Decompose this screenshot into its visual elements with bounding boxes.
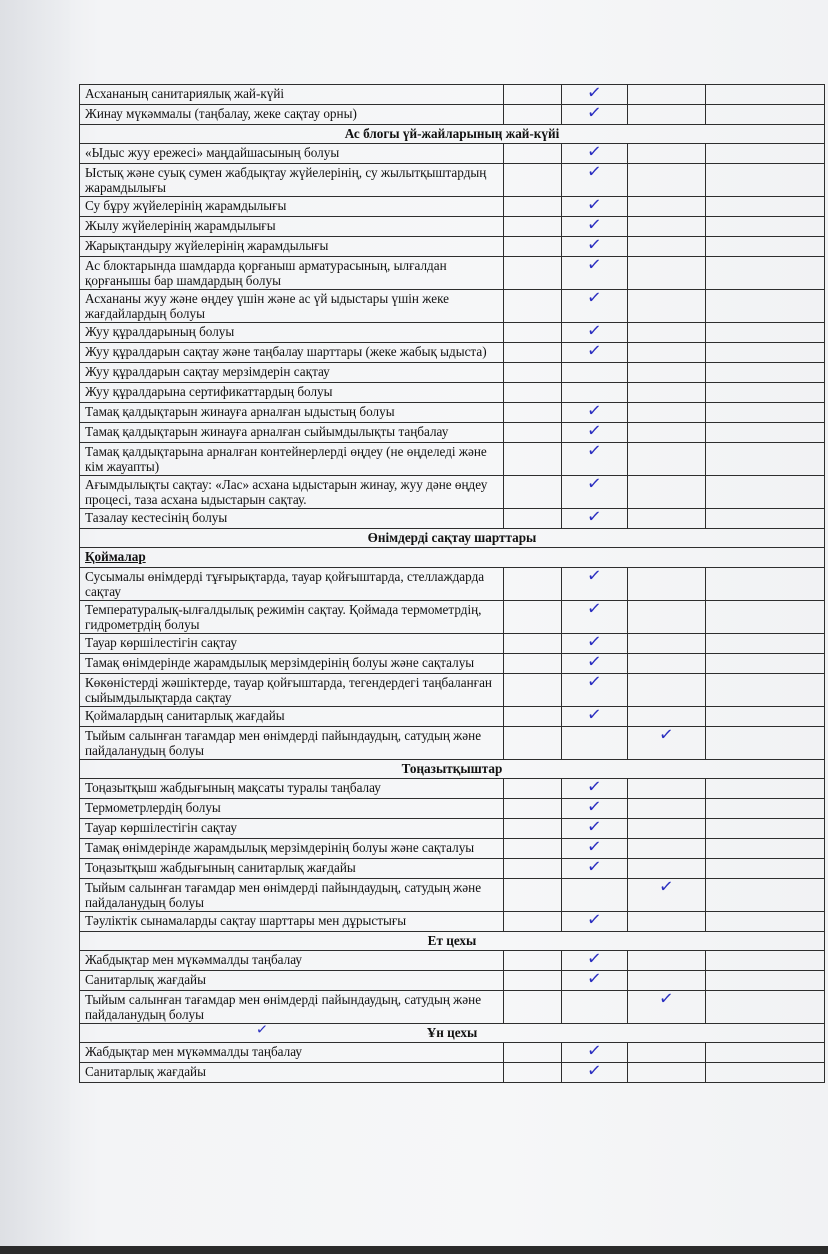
checklist-row: [80, 343, 825, 363]
mark-cell-4: [706, 839, 825, 859]
mark-cell-1: [504, 634, 562, 654]
mark-cell-2: [562, 383, 628, 403]
mark-cell-3: [628, 634, 706, 654]
mark-cell-2: [562, 651, 628, 674]
mark-cell-1: [504, 105, 562, 125]
section-header-row: [80, 529, 825, 548]
criterion-text: Ағымдылықты сақтау: «Лас» асхана ыдыстарын жинау, жуу дəне өңдеу процесі, таза асхана ыдыстарын сақтау.: [80, 476, 504, 509]
checklist-row: [80, 654, 825, 674]
checklist-row: [80, 799, 825, 819]
mark-cell-4: [706, 859, 825, 879]
mark-cell-1: [504, 971, 562, 991]
checklist-row: [80, 363, 825, 383]
mark-cell-1: [504, 991, 562, 1024]
mark-cell-3: [628, 839, 706, 859]
section-title: [80, 1021, 825, 1043]
checkmark-icon: ✓: [586, 440, 603, 462]
criterion-text: Температуралық-ылғалдылық режимін сақтау. Қоймада термометрдің, гидрометрдің болуы: [80, 601, 504, 634]
mark-cell-1: [504, 423, 562, 443]
section-title: [80, 125, 825, 144]
section-title-text: Ет цехы: [427, 933, 477, 948]
criterion-text: Тәуліктік сынамаларды сақтау шарттары мен дұрыстығы: [80, 912, 504, 932]
mark-cell-2: [562, 420, 628, 443]
mark-cell-2: [562, 598, 628, 634]
section-header-row: [80, 1024, 825, 1043]
checkmark-icon: ✓: [586, 598, 603, 620]
criterion-text: Ас блоктарында шамдарда қорғаныш арматурасының, ылғалдан қорғанышы бар шамдардың болуы: [80, 257, 504, 290]
mark-cell-3: [628, 363, 706, 383]
checkmark-icon: ✓: [586, 340, 603, 362]
criterion-text: Тыйым салынған тағамдар мен өнімдерді пайындаудың, сатудың және пайдаланудың болуы: [80, 991, 504, 1024]
mark-cell-1: [504, 237, 562, 257]
mark-cell-4: [706, 443, 825, 476]
checkmark-icon: ✓: [586, 796, 603, 818]
checklist-row: [80, 568, 825, 601]
checkmark-icon: ✓: [586, 836, 603, 858]
mark-cell-1: [504, 217, 562, 237]
criterion-text: Тоңазытқыш жабдығының санитарлық жағдайы: [80, 859, 504, 879]
mark-cell-4: [706, 971, 825, 991]
mark-cell-2: [562, 400, 628, 423]
mark-cell-1: [504, 654, 562, 674]
criterion-text: Жинау мүкәммалы (таңбалау, жеке сақтау орны): [80, 105, 504, 125]
criterion-text: Тамақ қалдықтарына арналған контейнерлерді өңдеу (не өңделеді және кім жауапты): [80, 443, 504, 476]
mark-cell-2: [562, 363, 628, 383]
mark-cell-2: [562, 234, 628, 257]
checklist-row: [80, 879, 825, 912]
section-title-text: Ұн цехы: [426, 1025, 478, 1040]
subsection-title: [80, 548, 825, 568]
mark-cell-3: [628, 988, 706, 1024]
scan-bottom-edge: [0, 1246, 828, 1254]
checkmark-icon: ✓: [586, 254, 603, 276]
mark-cell-2: [562, 948, 628, 971]
checklist-row: [80, 423, 825, 443]
mark-cell-2: [562, 473, 628, 509]
mark-cell-4: [706, 363, 825, 383]
mark-cell-2: [562, 671, 628, 707]
criterion-text: Тауар көршілестігін сақтау: [80, 819, 504, 839]
mark-cell-3: [628, 144, 706, 164]
mark-cell-2: [562, 796, 628, 819]
criterion-text: Тамақ қалдықтарын жинауға арналған сыйымдылықты таңбалау: [80, 423, 504, 443]
criterion-text: Санитарлық жағдайы: [80, 1063, 504, 1083]
mark-cell-1: [504, 197, 562, 217]
checkmark-icon: ✓: [586, 506, 603, 528]
mark-cell-3: [628, 819, 706, 839]
mark-cell-4: [706, 343, 825, 363]
mark-cell-1: [504, 859, 562, 879]
checklist-row: [80, 476, 825, 509]
criterion-text: Жуу құралдарын сақтау және таңбалау шарттары (жеке жабық ыдыста): [80, 343, 504, 363]
mark-cell-3: [628, 707, 706, 727]
checklist-row: [80, 727, 825, 760]
mark-cell-1: [504, 363, 562, 383]
mark-cell-1: [504, 1043, 562, 1063]
mark-cell-4: [706, 383, 825, 403]
mark-cell-4: [706, 476, 825, 509]
checklist-row: [80, 383, 825, 403]
mark-cell-4: [706, 568, 825, 601]
section-title: [80, 760, 825, 779]
mark-cell-2: [562, 879, 628, 912]
mark-cell-4: [706, 654, 825, 674]
section-title: [80, 529, 825, 548]
mark-cell-2: [562, 565, 628, 601]
mark-cell-1: [504, 383, 562, 403]
mark-cell-3: [628, 1043, 706, 1063]
mark-cell-2: [562, 991, 628, 1024]
mark-cell-1: [504, 509, 562, 529]
mark-cell-3: [628, 876, 706, 912]
criterion-text: Су бұру жүйелерінің жарамдылығы: [80, 197, 504, 217]
mark-cell-2: [562, 727, 628, 760]
checkmark-icon: ✓: [586, 82, 603, 104]
mark-cell-1: [504, 674, 562, 707]
mark-cell-1: [504, 164, 562, 197]
mark-cell-4: [706, 290, 825, 323]
mark-cell-3: [628, 971, 706, 991]
mark-cell-2: [562, 320, 628, 343]
mark-cell-4: [706, 601, 825, 634]
checkmark-icon: ✓: [586, 651, 603, 673]
checklist-row: [80, 839, 825, 859]
criterion-text: Көкөністерді жәшіктерде, тауар қойғыштарда, тегендердегі таңбаланған сыйымдылықтарда сақтау: [80, 674, 504, 707]
criterion-text: Жарықтандыру жүйелерінің жарамдылығы: [80, 237, 504, 257]
mark-cell-2: [562, 82, 628, 105]
section-title-text: Ас блогы үй-жайларының жай-күйі: [344, 126, 560, 141]
mark-cell-1: [504, 707, 562, 727]
checkmark-icon: ✓: [586, 214, 603, 236]
mark-cell-2: [562, 340, 628, 363]
criterion-text: Жуу құралдарын сақтау мерзімдерін сақтау: [80, 363, 504, 383]
checklist-row: [80, 634, 825, 654]
checklist-row: [80, 819, 825, 839]
checkmark-icon: ✓: [586, 420, 603, 442]
mark-cell-3: [628, 799, 706, 819]
mark-cell-3: [628, 1063, 706, 1083]
criterion-text: Тамақ өнімдерінде жарамдылық мерзімдерінің болуы және сақталуы: [80, 654, 504, 674]
mark-cell-3: [628, 85, 706, 105]
mark-cell-1: [504, 568, 562, 601]
criterion-text: Жуу құралдарына сертификаттардың болуы: [80, 383, 504, 403]
mark-cell-2: [562, 214, 628, 237]
mark-cell-2: [562, 1060, 628, 1083]
checklist-row: [80, 971, 825, 991]
mark-cell-2: [562, 102, 628, 125]
mark-cell-1: [504, 403, 562, 423]
checkmark-icon: ✓: [586, 400, 603, 422]
checklist-row: [80, 443, 825, 476]
criterion-text: Тыйым салынған тағамдар мен өнімдерді пайындаудың, сатудың және пайдаланудың болуы: [80, 727, 504, 760]
mark-cell-2: [562, 856, 628, 879]
mark-cell-1: [504, 323, 562, 343]
criterion-text: Термометрлердің болуы: [80, 799, 504, 819]
mark-cell-4: [706, 164, 825, 197]
mark-cell-2: [562, 836, 628, 859]
criterion-text: Тоңазытқыш жабдығының мақсаты туралы таңбалау: [80, 779, 504, 799]
checklist-row: [80, 237, 825, 257]
checklist-row: [80, 323, 825, 343]
mark-cell-4: [706, 217, 825, 237]
checkmark-icon: ✓: [586, 565, 603, 587]
mark-cell-4: [706, 779, 825, 799]
criterion-text: Жабдықтар мен мүкәммалды таңбалау: [80, 951, 504, 971]
checklist-row: [80, 707, 825, 727]
mark-cell-3: [628, 779, 706, 799]
mark-cell-4: [706, 423, 825, 443]
checkmark-icon: ✓: [586, 704, 603, 726]
mark-cell-3: [628, 724, 706, 760]
mark-cell-1: [504, 727, 562, 760]
mark-cell-1: [504, 819, 562, 839]
mark-cell-1: [504, 601, 562, 634]
mark-cell-4: [706, 951, 825, 971]
criterion-text: Тазалау кестесінің болуы: [80, 509, 504, 529]
checklist-row: [80, 105, 825, 125]
mark-cell-2: [562, 816, 628, 839]
mark-cell-4: [706, 912, 825, 932]
criterion-text: Ыстық және суық сумен жабдықтау жүйелерінің, су жылытқыштардың жарамдылығы: [80, 164, 504, 197]
mark-cell-1: [504, 799, 562, 819]
mark-cell-3: [628, 290, 706, 323]
mark-cell-1: [504, 1063, 562, 1083]
mark-cell-4: [706, 674, 825, 707]
mark-cell-2: [562, 968, 628, 991]
mark-cell-3: [628, 383, 706, 403]
checkmark-icon: ✓: [586, 102, 603, 124]
mark-cell-3: [628, 951, 706, 971]
mark-cell-4: [706, 257, 825, 290]
mark-cell-3: [628, 237, 706, 257]
mark-cell-3: [628, 257, 706, 290]
mark-cell-2: [562, 254, 628, 290]
mark-cell-2: [562, 194, 628, 217]
mark-cell-3: [628, 197, 706, 217]
checkmark-icon: ✓: [586, 856, 603, 878]
checklist-row: [80, 951, 825, 971]
mark-cell-1: [504, 476, 562, 509]
mark-cell-3: [628, 601, 706, 634]
checkmark-icon: ✓: [586, 194, 603, 216]
checklist-row: [80, 164, 825, 197]
mark-cell-4: [706, 819, 825, 839]
checkmark-icon: ✓: [586, 968, 603, 990]
criterion-text: Жылу жүйелерінің жарамдылығы: [80, 217, 504, 237]
checklist-row: [80, 779, 825, 799]
mark-cell-2: [562, 631, 628, 654]
mark-cell-4: [706, 85, 825, 105]
criterion-text: Асхананың санитариялық жай-күйі: [80, 85, 504, 105]
checklist-row: [80, 1043, 825, 1063]
checklist-row: [80, 912, 825, 932]
checklist-row: [80, 144, 825, 164]
mark-cell-2: [562, 909, 628, 932]
checklist-row: [80, 859, 825, 879]
checklist-body: [80, 82, 825, 1083]
mark-cell-1: [504, 779, 562, 799]
criterion-text: «Ыдыс жуу ережесі» маңдайшасының болуы: [80, 144, 504, 164]
criterion-text: Тауар көршілестігін сақтау: [80, 634, 504, 654]
checkmark-icon: ✓: [586, 671, 603, 693]
mark-cell-3: [628, 674, 706, 707]
criterion-text: Санитарлық жағдайы: [80, 971, 504, 991]
mark-cell-4: [706, 991, 825, 1024]
mark-cell-3: [628, 343, 706, 363]
mark-cell-3: [628, 509, 706, 529]
section-title-text: Қоймалар: [85, 549, 146, 564]
mark-cell-4: [706, 197, 825, 217]
section-title-text: Өнімдерді сақтау шарттары: [367, 530, 537, 545]
mark-cell-3: [628, 217, 706, 237]
checklist-row: [80, 674, 825, 707]
checkmark-icon: ✓: [658, 988, 675, 1010]
mark-cell-1: [504, 85, 562, 105]
checkmark-icon: ✓: [586, 161, 603, 183]
mark-cell-2: [562, 704, 628, 727]
checkmark-icon: ✓: [586, 631, 603, 653]
mark-cell-1: [504, 257, 562, 290]
mark-cell-1: [504, 443, 562, 476]
checklist-row: [80, 509, 825, 529]
criterion-text: Жабдықтар мен мүкәммалды таңбалау: [80, 1043, 504, 1063]
criterion-text: Сусымалы өнімдерді тұғырықтарда, тауар қойғыштарда, стеллаждарда сақтау: [80, 568, 504, 601]
mark-cell-4: [706, 1063, 825, 1083]
mark-cell-4: [706, 323, 825, 343]
checklist-row: [80, 257, 825, 290]
checkmark-icon: ✓: [586, 816, 603, 838]
mark-cell-4: [706, 727, 825, 760]
mark-cell-3: [628, 859, 706, 879]
criterion-text: Тамақ өнімдерінде жарамдылық мерзімдерінің болуы және сақталуы: [80, 839, 504, 859]
mark-cell-4: [706, 237, 825, 257]
mark-cell-4: [706, 509, 825, 529]
checkmark-icon: ✓: [658, 876, 675, 898]
mark-cell-3: [628, 654, 706, 674]
mark-cell-1: [504, 290, 562, 323]
mark-cell-4: [706, 707, 825, 727]
checklist-row: [80, 1063, 825, 1083]
checkmark-icon: ✓: [586, 473, 603, 495]
mark-cell-3: [628, 476, 706, 509]
checkmark-icon: ✓: [586, 234, 603, 256]
checkmark-icon: ✓: [586, 1060, 603, 1082]
mark-cell-1: [504, 144, 562, 164]
criterion-text: Асхананы жуу және өңдеу үшін және ас үй ыдыстары үшін жеке жағдайлардың болуы: [80, 290, 504, 323]
mark-cell-2: [562, 440, 628, 476]
mark-cell-4: [706, 879, 825, 912]
checkmark-icon: ✓: [586, 1040, 603, 1062]
mark-cell-2: [562, 161, 628, 197]
mark-cell-4: [706, 1043, 825, 1063]
section-header-row: [80, 125, 825, 144]
checkmark-icon: ✓: [586, 141, 603, 163]
checklist-row: [80, 403, 825, 423]
mark-cell-4: [706, 105, 825, 125]
criterion-text: Тамақ қалдықтарын жинауға арналған ыдыстың болуы: [80, 403, 504, 423]
section-title-text: Тоңазытқыштар: [401, 761, 503, 776]
mark-cell-3: [628, 423, 706, 443]
criterion-text: Қоймалардың санитарлық жағдайы: [80, 707, 504, 727]
checklist-row: [80, 290, 825, 323]
mark-cell-1: [504, 879, 562, 912]
mark-cell-3: [628, 568, 706, 601]
mark-cell-4: [706, 799, 825, 819]
mark-cell-3: [628, 403, 706, 423]
checklist-row: [80, 85, 825, 105]
mark-cell-4: [706, 634, 825, 654]
mark-cell-1: [504, 951, 562, 971]
checkmark-icon: ✓: [255, 1021, 269, 1039]
mark-cell-3: [628, 164, 706, 197]
mark-cell-2: [562, 141, 628, 164]
criterion-text: Тыйым салынған тағамдар мен өнімдерді пайындаудың, сатудың және пайдаланудың болуы: [80, 879, 504, 912]
mark-cell-1: [504, 343, 562, 363]
checklist-row: [80, 601, 825, 634]
checkmark-icon: ✓: [658, 724, 675, 746]
checkmark-icon: ✓: [586, 320, 603, 342]
mark-cell-1: [504, 839, 562, 859]
mark-cell-3: [628, 912, 706, 932]
mark-cell-3: [628, 443, 706, 476]
checkmark-icon: ✓: [586, 909, 603, 931]
mark-cell-2: [562, 506, 628, 529]
section-header-row: [80, 932, 825, 951]
mark-cell-1: [504, 912, 562, 932]
mark-cell-2: [562, 1040, 628, 1063]
mark-cell-4: [706, 144, 825, 164]
mark-cell-2: [562, 287, 628, 323]
page-fold-shadow: [0, 0, 70, 1254]
inspection-checklist-table: [79, 84, 825, 1083]
checklist-row: [80, 217, 825, 237]
checkmark-icon: ✓: [586, 287, 603, 309]
checklist-row: [80, 991, 825, 1024]
mark-cell-3: [628, 323, 706, 343]
mark-cell-2: [562, 776, 628, 799]
section-title: [80, 932, 825, 951]
mark-cell-4: [706, 403, 825, 423]
mark-cell-3: [628, 105, 706, 125]
checkmark-icon: ✓: [586, 776, 603, 798]
criterion-text: Жуу құралдарының болуы: [80, 323, 504, 343]
section-header-row: [80, 760, 825, 779]
checkmark-icon: ✓: [586, 948, 603, 970]
checklist-row: [80, 197, 825, 217]
subsection-header-row: [80, 548, 825, 568]
